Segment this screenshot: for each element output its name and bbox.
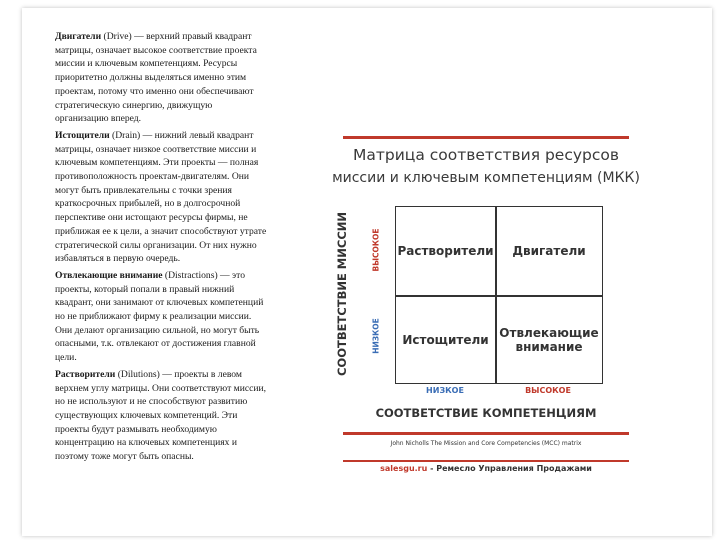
figure-title-line1: Матрица соответствия ресурсов bbox=[352, 146, 620, 164]
desc-drive: (Drive) — верхний правый квадрант матрицы, означает высокое соответствие проекта миссии и ключевым компетенциям. Ресурсы приоритетно должны выделяться именно этим проектам, потому что именно они обеспечивают стратегическую синергию, движущую организацию вперед. bbox=[55, 31, 257, 125]
y-low-label: НИЗКОЕ bbox=[371, 318, 381, 354]
text-column bbox=[55, 30, 267, 467]
brand-tagline: - Ремесло Управления Продажами bbox=[427, 464, 592, 473]
desc-dilutions: (Dilutions) — проекты в левом верхнем углу матрицы. Они соответствуют миссии, но не используют и не способствуют развитию существующих ключевых компетенций. Эти проекты будут размывать необходимую концентрацию на ключевых компетенциях и поэтому тоже могут быть опасны. bbox=[55, 368, 267, 463]
brand-line bbox=[315, 464, 657, 473]
term-dilutions: Растворители bbox=[55, 368, 116, 380]
desc-drain: (Drain) — нижний левый квадрант матрицы, означает низкое соответствие миссии и ключевым компетенциям. Эти проекты — полная противоположность проектам-двигателям. Они могут быть привлекательны с точки зрения краткосрочных прибылей, но в долгосрочной перспективе они истощают ресурсы фирмы, не приближая ее к цели, а значит способствуют утрате стратегической силы организации. От них нужно избавляться в первую очередь. bbox=[55, 129, 267, 265]
quadrant-distractions: Отвлекающие внимание bbox=[499, 325, 599, 354]
y-axis-label: СООТВЕТСТВИЕ МИССИИ bbox=[335, 211, 349, 377]
x-high-label: ВЫСОКОЕ bbox=[525, 386, 571, 395]
bottom-divider bbox=[343, 460, 629, 462]
quadrant-drive: Двигатели bbox=[512, 244, 586, 258]
quadrant-dilutions: Растворители bbox=[397, 244, 494, 258]
figure-title-line2: миссии и ключевым компетенциям (МКК) bbox=[332, 170, 640, 186]
paragraph-drive bbox=[55, 30, 267, 126]
x-axis-label: СООТВЕТСТВИЕ КОМПЕТЕНЦИЯМ bbox=[375, 406, 597, 420]
matrix-grid bbox=[395, 206, 603, 384]
top-divider bbox=[343, 136, 629, 139]
figure-credit: John Nicholls The Mission and Core Competencies (MCC) matrix bbox=[390, 440, 582, 447]
paragraph-drain bbox=[55, 129, 267, 266]
term-drain: Истощители bbox=[55, 129, 110, 141]
middle-divider bbox=[343, 432, 629, 435]
mcc-matrix-figure bbox=[315, 136, 707, 478]
term-distractions: Отвлекающие внимание bbox=[55, 269, 163, 281]
brand-site: salesgu.ru bbox=[380, 464, 428, 473]
paragraph-distractions bbox=[55, 269, 267, 365]
paragraph-dilutions bbox=[55, 368, 267, 464]
y-high-label: ВЫСОКОЕ bbox=[371, 228, 381, 272]
term-drive: Двигатели bbox=[55, 31, 102, 42]
quadrant-drain: Истощители bbox=[402, 332, 489, 347]
desc-distractions: (Distractions) — это проекты, который попали в правый нижний квадрант, они занимают от ключевых компетенций но не приближают фирму к реализации миссии. Они делают организацию сильной, но могут быть опасными, т.к. отвлекают от достижения главной цели. bbox=[55, 269, 264, 364]
x-low-label: НИЗКОЕ bbox=[426, 386, 464, 395]
